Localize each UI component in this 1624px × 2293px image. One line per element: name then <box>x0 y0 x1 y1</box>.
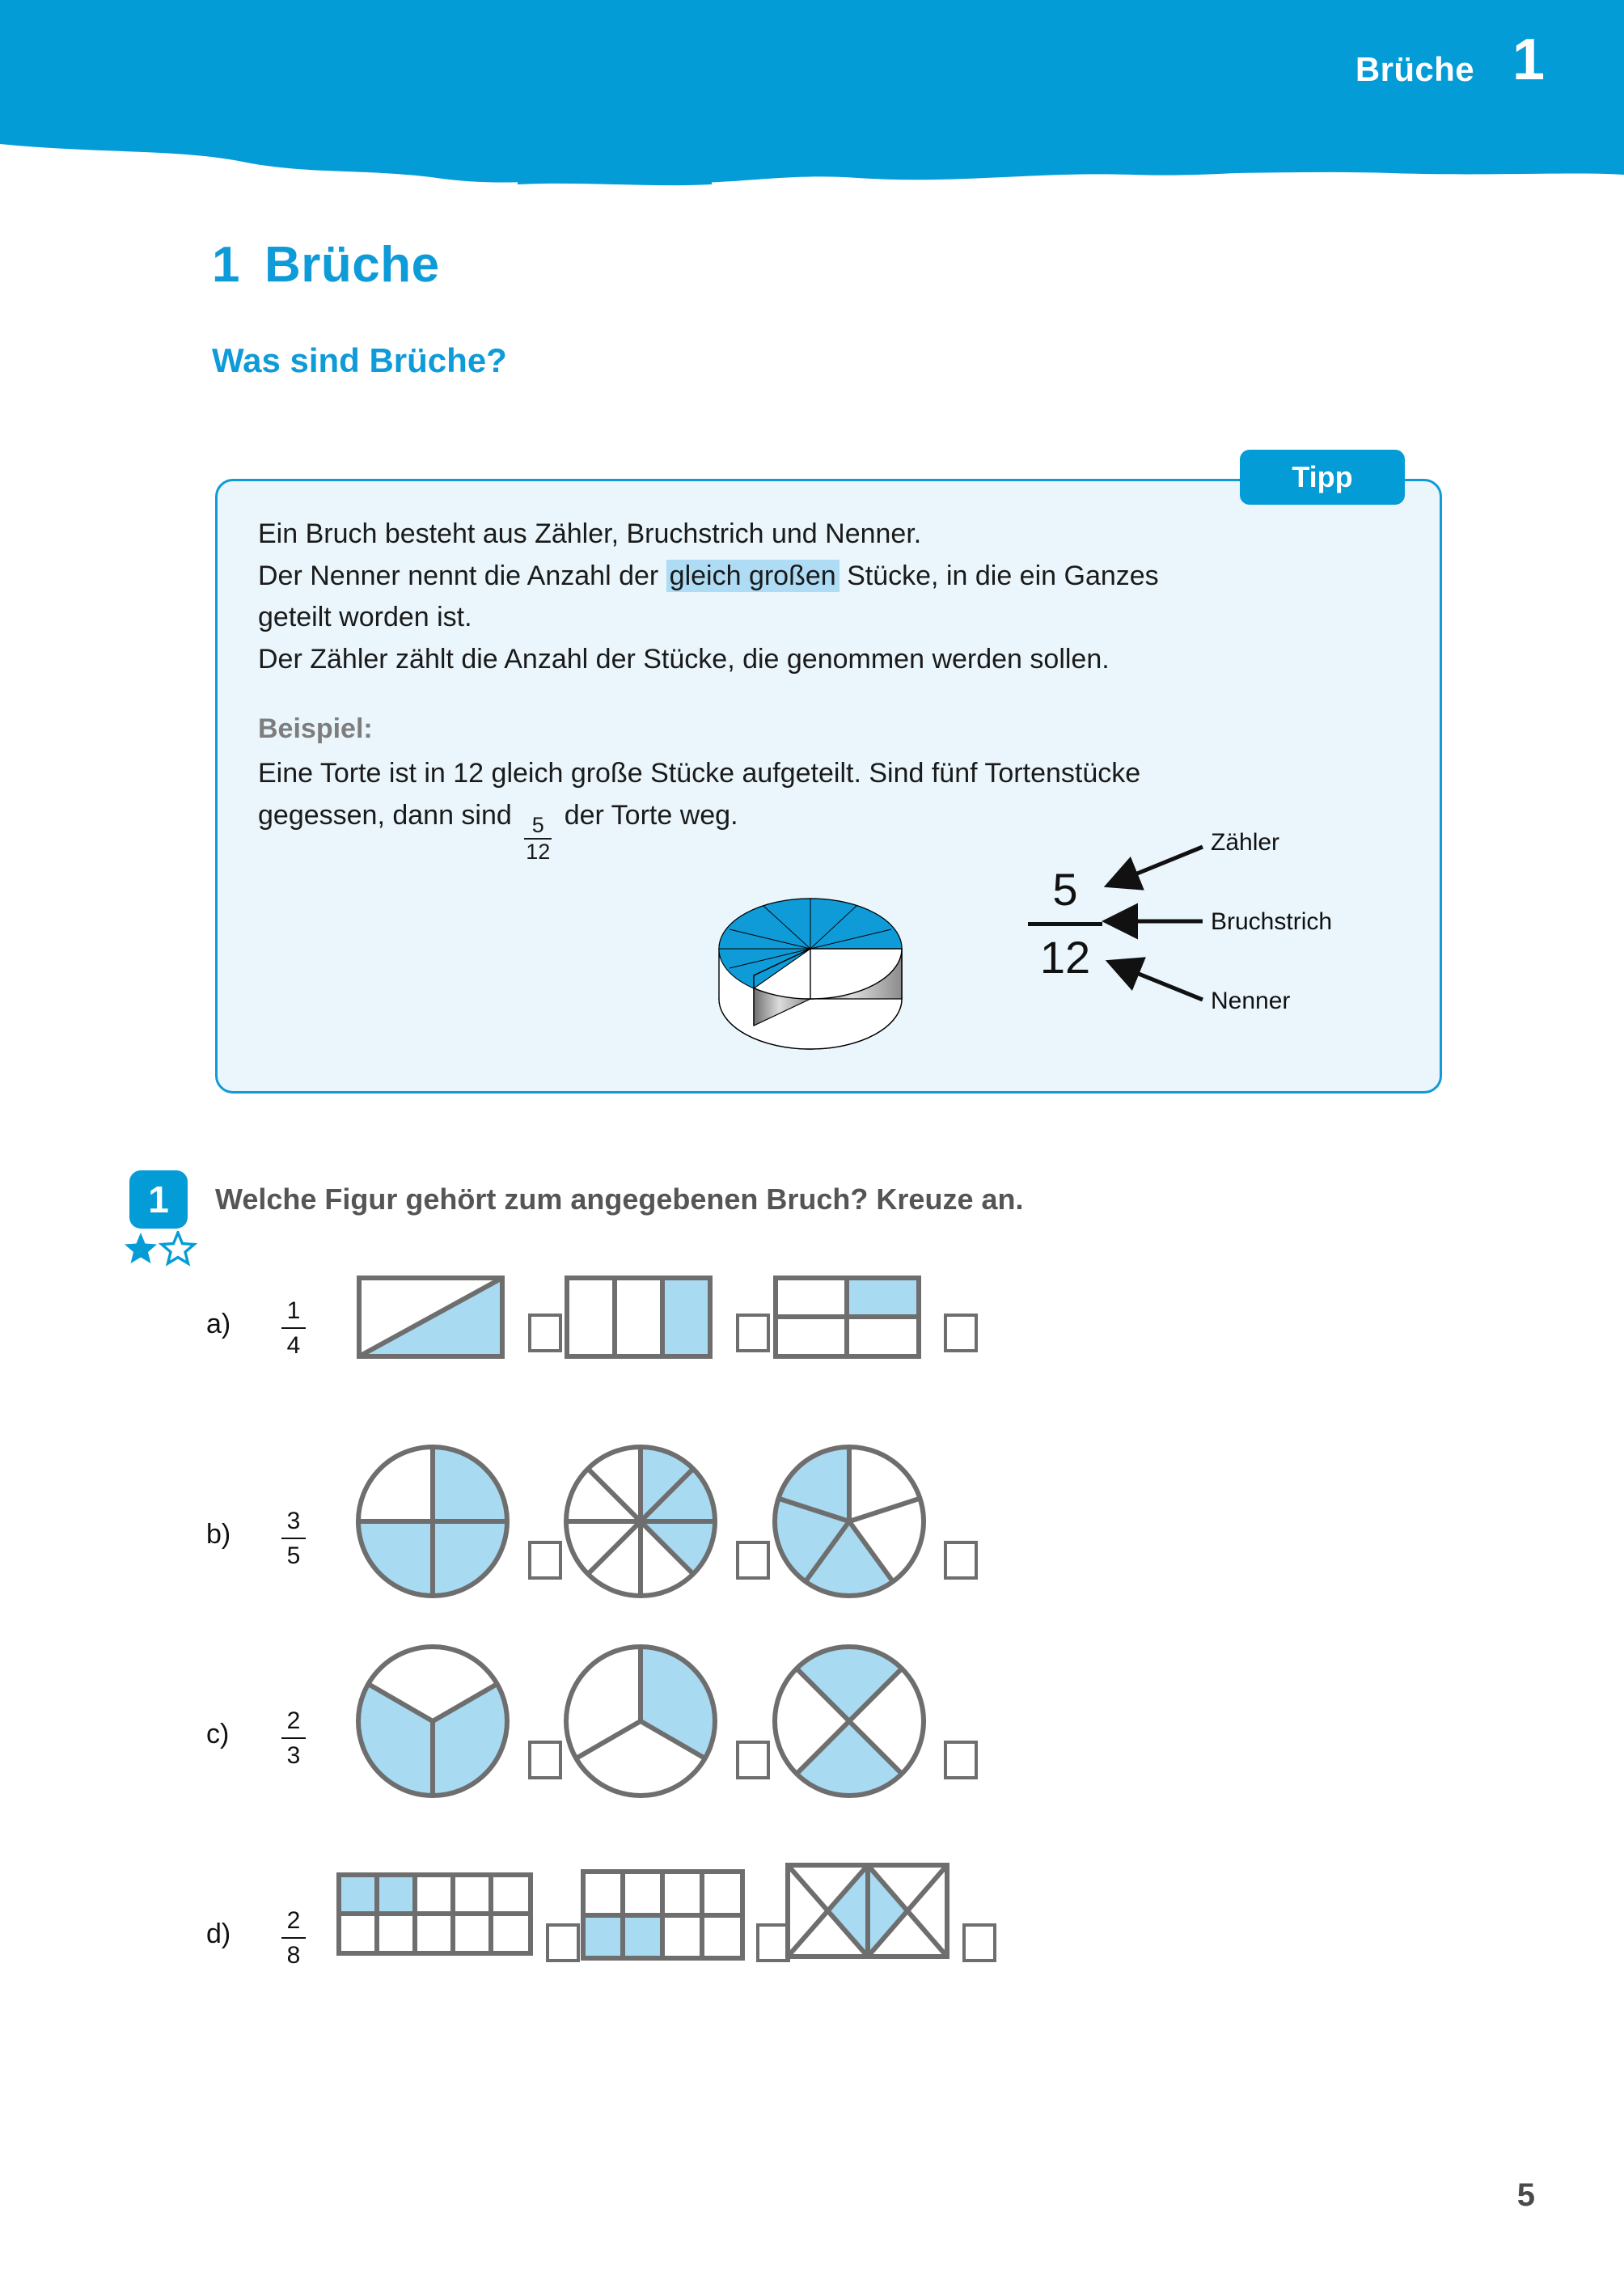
row-d-numerator: 2 <box>286 1907 301 1934</box>
figure-b2-circle-8 <box>560 1441 721 1602</box>
row-a-fraction-bar <box>281 1327 306 1329</box>
row-label-d: d) <box>206 1919 231 1949</box>
arrow-nenner <box>1113 963 1203 1000</box>
beispiel-label: Beispiel: <box>258 713 373 744</box>
row-fraction-d <box>269 1907 318 1969</box>
checkbox-b2[interactable] <box>736 1541 770 1580</box>
row-c-denominator: 3 <box>286 1742 301 1769</box>
section-title: Was sind Brüche? <box>212 341 507 379</box>
exercise-question: Welche Figur gehört zum angegebenen Bruch? Kreuze an. <box>215 1182 1024 1216</box>
figure-c2-circle-3 <box>560 1640 721 1802</box>
page-header <box>0 0 1624 210</box>
tip-line-1: Ein Bruch besteht aus Zähler, Bruchstrich und Nenner. <box>258 518 922 549</box>
exercise-number: 1 <box>148 1178 169 1221</box>
figure-a2-columns <box>564 1275 713 1360</box>
tip-line-3: geteilt worden ist. <box>258 602 472 633</box>
tip-highlight: gleich großen <box>666 560 839 592</box>
checkbox-b1[interactable] <box>528 1541 562 1580</box>
chapter-title-text: Brüche <box>264 237 440 293</box>
callout-label-zaehler: Zähler <box>1211 829 1280 856</box>
exercise-row-a <box>206 1297 1419 1430</box>
inline-fraction <box>524 814 552 863</box>
exercise-number-badge <box>129 1170 188 1229</box>
row-fraction-b <box>269 1508 318 1569</box>
figure-b3-circle-5 <box>768 1441 930 1602</box>
figure-b1-circle-4 <box>352 1441 514 1602</box>
checkbox-c2[interactable] <box>736 1741 770 1779</box>
figure-d1-grid-10 <box>336 1872 534 1957</box>
figure-a3-grid <box>772 1275 922 1360</box>
figure-a1-square-diagonal <box>356 1275 505 1360</box>
row-b-fraction-bar <box>281 1538 306 1539</box>
checkbox-a2[interactable] <box>736 1314 770 1352</box>
chapter-number: 1 <box>212 237 240 293</box>
tip-text <box>258 514 1406 863</box>
row-b-numerator: 3 <box>286 1508 301 1534</box>
row-a-denominator: 4 <box>286 1332 301 1359</box>
star-filled-icon <box>125 1233 157 1263</box>
example-fraction-denominator: 12 <box>1039 931 1091 983</box>
checkbox-d1[interactable] <box>546 1923 580 1962</box>
figure-d3-triangles <box>785 1862 950 1963</box>
exercise-row-d <box>206 1907 1419 2040</box>
row-label-b: b) <box>206 1519 231 1550</box>
tip-line-2-part2: Stücke, in die ein Ganzes <box>839 560 1159 591</box>
row-label-a: a) <box>206 1309 231 1339</box>
header-title: Brüche <box>1355 50 1474 88</box>
beispiel-line-1: Eine Torte ist in 12 gleich große Stücke aufgeteilt. Sind fünf Tortenstücke <box>258 758 1141 789</box>
beispiel-line-2-post: der Torte weg. <box>556 800 738 831</box>
header-chapter-number: 1 <box>1512 27 1545 92</box>
inline-fraction-numerator: 5 <box>531 813 544 838</box>
checkbox-c1[interactable] <box>528 1741 562 1779</box>
callout-label-nenner: Nenner <box>1211 988 1291 1014</box>
torte-3d-icon <box>703 829 945 1064</box>
arrow-zaehler <box>1111 847 1203 884</box>
inline-fraction-denominator: 12 <box>526 840 551 865</box>
tip-line-2 <box>258 556 1406 598</box>
beispiel-line-2-pre: gegessen, dann sind <box>258 800 520 831</box>
fraction-diagram <box>703 829 1390 1072</box>
checkbox-d3[interactable] <box>962 1923 996 1962</box>
checkbox-b3[interactable] <box>944 1541 978 1580</box>
figure-c1-circle-3 <box>352 1640 514 1802</box>
figure-c3-circle-cross <box>768 1640 930 1802</box>
page-number: 5 <box>1516 2177 1535 2213</box>
figure-d2-grid-8 <box>580 1868 746 1961</box>
tip-line-2-part1: Der Nenner nennt die Anzahl der <box>258 560 666 591</box>
checkbox-c3[interactable] <box>944 1741 978 1779</box>
tipp-tab <box>1240 450 1405 505</box>
row-fraction-a <box>269 1297 318 1359</box>
row-c-numerator: 2 <box>286 1707 301 1734</box>
checkbox-a3[interactable] <box>944 1314 978 1352</box>
row-d-fraction-bar <box>281 1937 306 1939</box>
row-b-denominator: 5 <box>286 1542 301 1569</box>
tip-line-4: Der Zähler zählt die Anzahl der Stücke, die genommen werden sollen. <box>258 644 1110 675</box>
tipp-tab-label: Tipp <box>1292 460 1353 493</box>
row-a-numerator: 1 <box>286 1297 301 1324</box>
row-fraction-c <box>269 1707 318 1769</box>
exercise-row-c <box>206 1707 1419 1872</box>
header-brush-stroke <box>0 97 1624 202</box>
tip-box <box>215 479 1442 1094</box>
row-c-fraction-bar <box>281 1737 306 1739</box>
checkbox-a1[interactable] <box>528 1314 562 1352</box>
page-title <box>212 236 440 294</box>
star-outline-icon <box>162 1233 194 1263</box>
example-fraction-numerator: 5 <box>1052 864 1078 915</box>
row-d-denominator: 8 <box>286 1942 301 1969</box>
difficulty-stars <box>123 1231 199 1267</box>
row-label-c: c) <box>206 1719 230 1749</box>
callout-label-bruchstrich: Bruchstrich <box>1211 908 1333 935</box>
